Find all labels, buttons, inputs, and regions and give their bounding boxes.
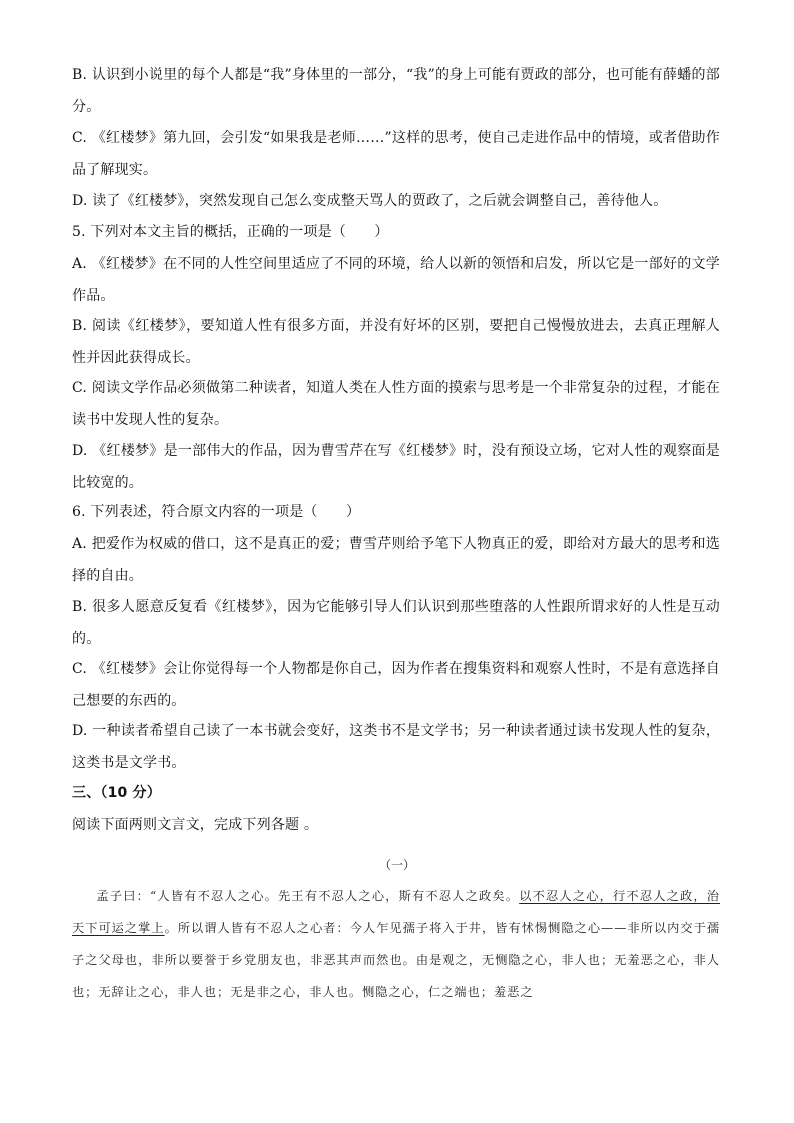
section-heading: 三、（10 分）	[72, 785, 161, 801]
option-4b: B. 认识到小说里的每个人都是“我”身体里的一部分，“我”的身上可能有贾政的部分，也可能有薛蟠的部分。	[72, 67, 720, 115]
option-6a: A. 把爱作为权威的借口，这不是真正的爱；曹雪芹则给予笔下人物真正的爱，即给对方最大的思考和选择的自由。	[72, 536, 720, 584]
reading-instruction: 阅读下面两则文言文，完成下列各题 。	[72, 817, 319, 833]
passage-text-start: 孟子曰：“人皆有不忍人之心。先王有不忍人之心，斯有不忍人之政矣。	[96, 889, 520, 903]
option-5c: C. 阅读文学作品必须做第二种读者，知道人类在人性方面的摸索与思考是一个非常复杂的过程，才能在读书中发现人性的复杂。	[72, 380, 720, 428]
option-6d: D. 一种读者希望自己读了一本书就会变好，这类书不是文学书；另一种读者通过读书发现人性的复杂，这类书是文学书。	[72, 723, 720, 771]
option-4d: D. 读了《红楼梦》，突然发现自己怎么变成整天骂人的贾政了，之后就会调整自己，善待他人。	[72, 193, 668, 209]
option-6b: B. 很多人愿意反复看《红楼梦》，因为它能够引导人们认识到那些堕落的人性跟所谓求好的人性是互动的。	[72, 599, 720, 647]
underlined-sentence: 以不忍人之心，行不忍人之政，治天下可运之掌上	[72, 889, 720, 935]
option-4c: C. 《红楼梦》第九回，会引发“如果我是老师……”这样的思考，使自己走进作品中的情境，或者借助作品了解现实。	[72, 130, 720, 178]
option-5d: D. 《红楼梦》是一部伟大的作品，因为曹雪芹在写《红楼梦》时，没有预设立场，它对人性的观察面是比较宽的。	[72, 443, 720, 491]
classical-passage	[72, 880, 720, 1008]
option-6c: C. 《红楼梦》会让你觉得每一个人物都是你自己，因为作者在搜集资料和观察人性时，不是有意选择自己想要的东西的。	[72, 661, 720, 709]
question-5: 5. 下列对本文主旨的概括，正确的一项是（ ）	[72, 224, 389, 240]
option-5b: B. 阅读《红楼梦》，要知道人性有很多方面，并没有好坏的区别，要把自己慢慢放进去，去真正理解人性并因此获得成长。	[72, 318, 720, 366]
passage-subtitle: （一）	[378, 858, 415, 872]
question-6: 6. 下列表述，符合原文内容的一项是（ ）	[72, 504, 361, 520]
passage-text-rest: 。所以谓人皆有不忍人之心者：今人乍见孺子将入于井，皆有怵惕恻隐之心——非所以内交于孺子之父母也，非所以要誉于乡党朋友也，非恶其声而然也。由是观之，无恻隐之心，非人也；无羞恶之心，非人也；无辞让之心，非人也；无是非之心，非人也。恻隐之心，仁之端也；羞恶之	[72, 921, 721, 999]
option-5a: A. 《红楼梦》在不同的人性空间里适应了不同的环境，给人以新的领悟和启发，所以它是一部好的文学作品。	[72, 256, 720, 304]
